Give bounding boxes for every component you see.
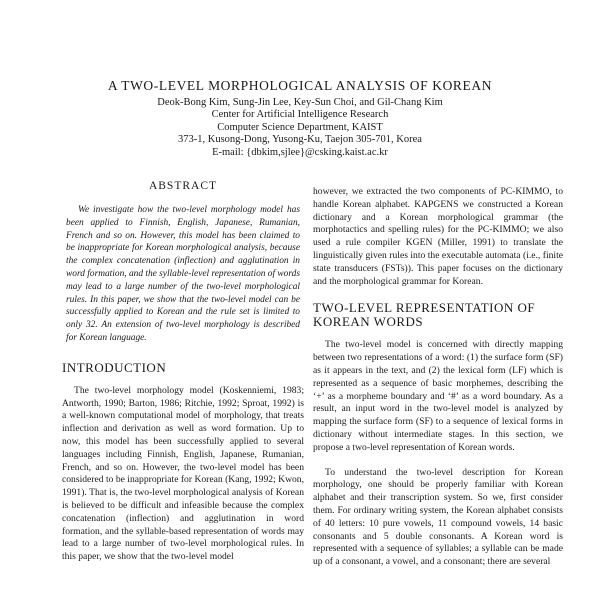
introduction-text: The two-level morphology model (Koskenniemi, 1983; Antworth, 1990; Barton, 1986; Ritchie, 1992; Sproat, 1992) is a well-known computational model of morphology, that treats inflection and derivation as well as word formation. Up to now, this model has been successfully applied to several languages including Finnish, English, Japanese, Rumanian, French, and so on. However, the two-level model has been considered to be inappropriate for Korean (Kang, 1992; Kwon, 1991). That is, the two-level morphological analysis of Korean is believed to be difficult and infeasible because the complex concatenation (inflection) and agglutination in word formation, and the syllable-based representation of words may lead to a large number of two-level morphological rules. In this paper, we show that the two-level model <box>62 384 304 563</box>
continuation-text: however, we extracted the two components of PC-KIMMO, to handle Korean alphabet. KAPGENS we constructed a Korean dictionary and a Korean morphological grammar (the morphotactics and spelling rules) for the PC-KIMMO; we also used a rule compiler KGEN (Miller, 1991) to translate the linguistically given rules into the executable automata (i.e., finite state transducers (FSTs)). This paper focuses on the dictionary and the morphological grammar for Korean. <box>313 186 563 287</box>
section-paragraph-2: To understand the two-level description for Korean morphology, one should be properly familiar with Korean alphabet and their transcription system. So we, first consider them. For ordinary writing system, the Korean alphabet consists of 40 letters: 10 pure vowels, 11 compound vowels, 14 basic consonants and 5 double consonants. A Korean word is represented with a sequence of syllables; a syllable can be made up of a consonant, a vowel, and a consonant; there are several <box>313 466 563 568</box>
affiliation-line-1: Center for Artificial Intelligence Research <box>211 109 389 121</box>
right-column <box>313 186 563 569</box>
address-line: 373-1, Kusong-Dong, Yusong-Ku, Taejon 305-701, Korea <box>178 134 422 146</box>
left-column <box>62 180 304 564</box>
introduction-heading: INTRODUCTION <box>62 359 167 375</box>
author-names: Deok-Bong Kim, Sung-Jin Lee, Key-Sun Choi, and Gil-Chang Kim <box>157 97 443 108</box>
affiliation-line-2: Computer Science Department, KAIST <box>217 121 383 133</box>
abstract-heading: ABSTRACT <box>148 180 218 192</box>
email-line: E-mail: {dbkim,sjlee}@csking.kaist.ac.kr <box>212 146 388 158</box>
paper-title: A TWO-LEVEL MORPHOLOGICAL ANALYSIS OF KOREAN <box>107 78 493 93</box>
abstract-text: We investigate how the two-level morphology model has been applied to Finnish, English, Japanese, Rumanian, French and so on. However, this model has been claimed to be inappropriate for Korean morphological analysis, because the complex concatenation (inflection) and agglutination in word formation, and the syllable-level representation of words may lead to a large number of the two-level morphological rules. In this paper, we show that the two-level model can be successfully applied to Korean and the rule set is limited to only 32. An extension of two-level morphology is described for Korean language. <box>66 205 301 343</box>
section-paragraph-1: The two-level model is concerned with directly mapping between two representations of a word: (1) the surface form (SF) as it appears in the text, and (2) the lexical form (LF) which is represented as a sequence of basic morphemes, describing the ‘+’ as a morpheme boundary and ‘#’ as a word boundary. As a result, an input word in the two-level model is analyzed by mapping the surface form (SF) to a sequence of lexical forms in dictionary without intermediate stages. In this section, we propose a two-level representation of Korean words. <box>313 339 563 453</box>
section-heading-two-level: TWO-LEVEL REPRESENTATION OF KOREAN WORDS <box>313 300 536 330</box>
author-block <box>0 97 600 159</box>
